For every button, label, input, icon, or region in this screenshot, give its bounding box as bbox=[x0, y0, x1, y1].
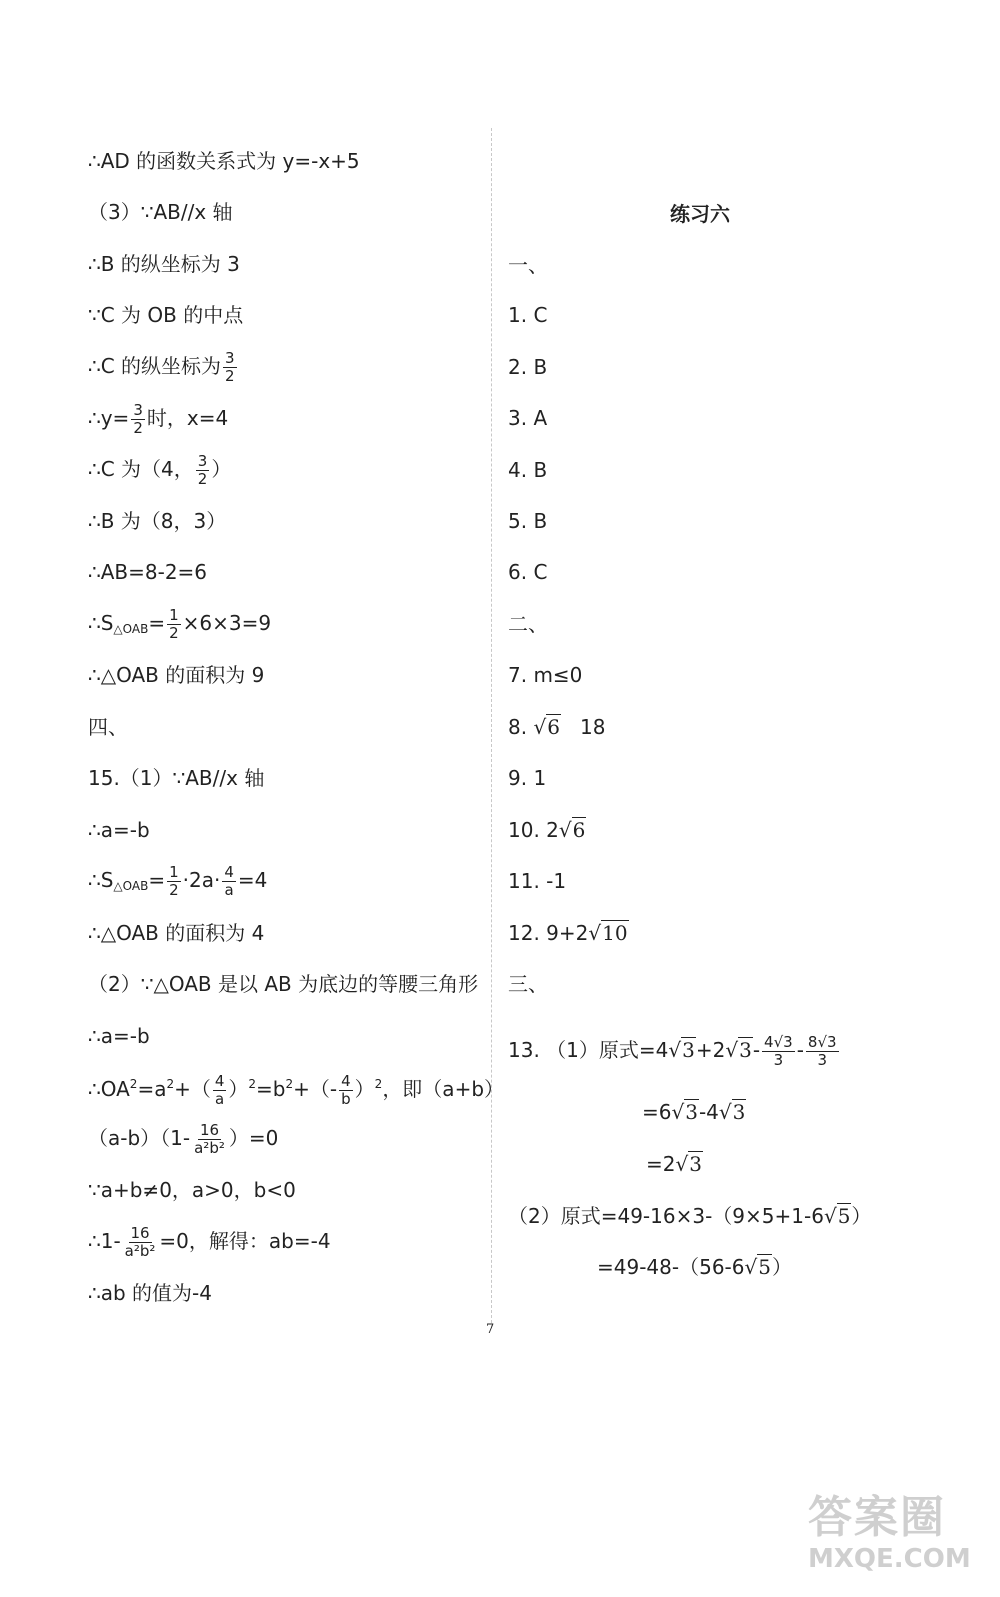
answer-11: 11. -1 bbox=[508, 869, 567, 893]
answer-5: 5. B bbox=[508, 509, 548, 533]
section-three-heading: 三、 bbox=[508, 972, 548, 996]
page-number: 7 bbox=[486, 1322, 495, 1337]
q13-part1-line2: =6√3-4√3 bbox=[642, 1100, 746, 1124]
answer-9: 9. 1 bbox=[508, 766, 547, 790]
q13-part2-line1: （2）原式=49-16×3-（9×5+1-6√5） bbox=[508, 1204, 872, 1228]
sqrt: √3 bbox=[671, 1100, 698, 1124]
answer-2: 2. B bbox=[508, 355, 548, 379]
section-one-heading: 一、 bbox=[508, 253, 548, 277]
answer-8: 8. √6 18 bbox=[508, 715, 606, 739]
line-b-coordinates: ∴B 为（8，3） bbox=[88, 509, 227, 533]
line-a-equals-neg-b: ∴a=-b bbox=[88, 818, 150, 842]
fraction: $\frac{1}{2}$ bbox=[169, 606, 179, 642]
fraction: $\frac{4}{a}$ bbox=[224, 863, 234, 899]
q13-part2-line2: =49-48-（56-6√5） bbox=[597, 1255, 792, 1279]
q13-part1-line1: 13. （1）原式=4√3+2√3- $\frac{4√3}{3}$ - $\frac{8√3}{3}$ bbox=[508, 1033, 837, 1069]
line-sign-conditions: ∵a+b≠0，a>0，b<0 bbox=[88, 1178, 296, 1202]
line-ab-value: ∴ab 的值为-4 bbox=[88, 1281, 212, 1305]
text: ∴C 为（4， bbox=[88, 457, 194, 481]
watermark-cn: 答案圈 bbox=[808, 1492, 946, 1543]
answer-10: 10. 2√6 bbox=[508, 818, 586, 842]
fraction: $\frac{3}{2}$ bbox=[133, 401, 143, 437]
text: ∴y= bbox=[88, 406, 130, 430]
sqrt: √6 bbox=[558, 818, 586, 842]
section-four-heading: 四、 bbox=[88, 715, 128, 739]
answer-7: 7. m≤0 bbox=[508, 663, 583, 687]
line-part2-isosceles: （2）∵△OAB 是以 AB 为底边的等腰三角形 bbox=[88, 972, 479, 996]
answer-4: 4. B bbox=[508, 458, 548, 482]
answer-1: 1. C bbox=[508, 303, 548, 327]
line-part3-ab-parallel: （3）∵AB//x 轴 bbox=[88, 200, 233, 224]
line-y-equals bbox=[88, 402, 228, 437]
watermark-en: MXQE.COM bbox=[808, 1544, 971, 1574]
exercise-title: 练习六 bbox=[670, 202, 730, 226]
sqrt: √3 bbox=[668, 1038, 695, 1062]
fraction: $\frac{4}{a}$ bbox=[214, 1072, 225, 1108]
line-q15-part1: 15.（1）∵AB//x 轴 bbox=[88, 766, 265, 790]
fraction: $\frac{3}{2}$ bbox=[197, 452, 208, 488]
watermark-logo bbox=[808, 1492, 988, 1592]
line-area-expression: $\therefore S_{\triangle OAB}=$ $\frac{1}{2}$ ·2a· $\frac{4}{a}$ =4 bbox=[88, 863, 268, 899]
line-c-midpoint: ∵C 为 OB 的中点 bbox=[88, 303, 244, 327]
text: ∴C 的纵坐标为 bbox=[88, 354, 222, 378]
column-divider bbox=[491, 128, 492, 1328]
line-solve-ab: ∴1- $\frac{16}{\text{a²b²}}$ =0，解得：ab=-4 bbox=[88, 1224, 331, 1260]
line-ab-length: ∴AB=8-2=6 bbox=[88, 560, 208, 584]
sqrt: √6 bbox=[533, 715, 560, 739]
line-factored-equation: （a-b）（1- $\frac{16}{\text{a²b²}}$ ）=0 bbox=[88, 1121, 279, 1157]
line-area-calc: $\therefore S_{\triangle OAB}=$ $\frac{1}{2}$ ×6×3=9 bbox=[88, 606, 272, 642]
sqrt: √3 bbox=[675, 1152, 702, 1176]
answer-3: 3. A bbox=[508, 406, 548, 430]
line-oa-squared: $\therefore OA^2=a^2+$（ $\frac{4}{a}$ ）$^2=b^2+(-$ $\frac{4}{b}$ ）$^2$，即（a+b） bbox=[88, 1072, 505, 1108]
fraction: $\frac{4}{b}$ bbox=[341, 1072, 351, 1108]
fraction: $\frac{3}{2}$ bbox=[225, 349, 235, 385]
sqrt: √10 bbox=[588, 921, 628, 945]
line-area-equals-4: ∴△OAB 的面积为 4 bbox=[88, 921, 265, 945]
sqrt: √5 bbox=[823, 1204, 851, 1228]
line-area-result: ∴△OAB 的面积为 9 bbox=[88, 663, 265, 687]
line-ad-function: ∴AD 的函数关系式为 y=-x+5 bbox=[88, 149, 360, 173]
line-c-ordinate bbox=[88, 350, 239, 385]
line-b-ordinate: ∴B 的纵坐标为 3 bbox=[88, 252, 240, 276]
sqrt: √3 bbox=[718, 1100, 746, 1124]
line-a-equals-neg-b-2: ∴a=-b bbox=[88, 1024, 150, 1048]
section-two-heading: 二、 bbox=[508, 612, 548, 636]
answer-6: 6. C bbox=[508, 560, 548, 584]
sqrt: √5 bbox=[744, 1255, 771, 1279]
text: 时，x=4 bbox=[146, 406, 229, 430]
q13-part1-line3: =2√3 bbox=[646, 1152, 702, 1176]
sqrt: √3 bbox=[725, 1038, 752, 1062]
answer-12: 12. 9+2√10 bbox=[508, 921, 628, 945]
fraction: $\frac{16}{\text{a²b²}}$ bbox=[124, 1224, 156, 1260]
fraction: $\frac{8√3}{3}$ bbox=[807, 1033, 837, 1069]
line-c-coordinates bbox=[88, 453, 231, 488]
text: ） bbox=[211, 457, 232, 481]
fraction: $\frac{16}{\text{a²b²}}$ bbox=[194, 1121, 225, 1157]
fraction: $\frac{1}{2}$ bbox=[169, 863, 179, 899]
fraction: $\frac{4√3}{3}$ bbox=[764, 1033, 793, 1069]
